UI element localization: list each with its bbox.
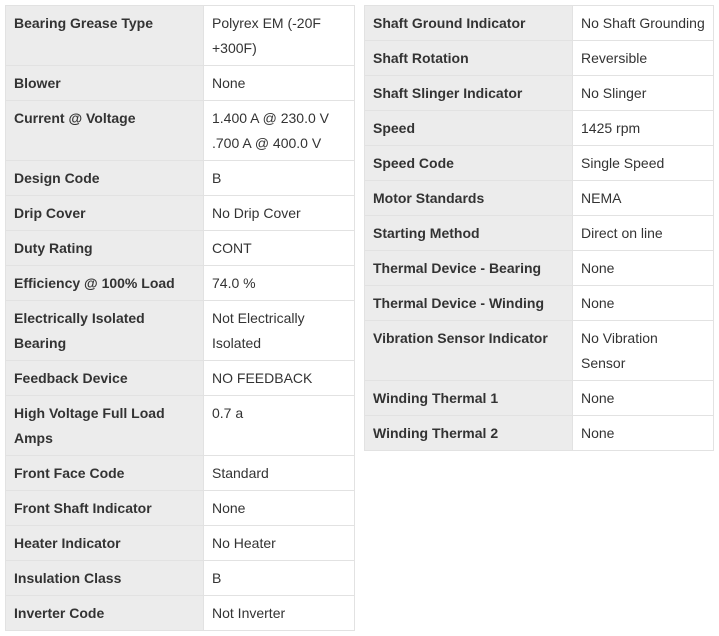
spec-value: 1425 rpm (573, 111, 714, 146)
spec-row (6, 396, 355, 456)
spec-value: None (573, 381, 714, 416)
spec-label: Starting Method (365, 216, 573, 251)
spec-value: None (573, 286, 714, 321)
spec-value: 74.0 % (204, 266, 355, 301)
spec-value: B (204, 561, 355, 596)
spec-row (365, 381, 714, 416)
spec-label: Motor Standards (365, 181, 573, 216)
spec-value: Direct on line (573, 216, 714, 251)
spec-row (6, 196, 355, 231)
spec-label: Duty Rating (6, 231, 204, 266)
spec-row (365, 76, 714, 111)
spec-row (6, 361, 355, 396)
spec-label: Drip Cover (6, 196, 204, 231)
spec-value: None (573, 251, 714, 286)
spec-label: Shaft Ground Indicator (365, 6, 573, 41)
spec-label: Design Code (6, 161, 204, 196)
spec-row (6, 301, 355, 361)
spec-row (365, 181, 714, 216)
spec-label: Bearing Grease Type (6, 6, 204, 66)
spec-value: No Heater (204, 526, 355, 561)
spec-value: Standard (204, 456, 355, 491)
spec-value: NEMA (573, 181, 714, 216)
spec-row (365, 216, 714, 251)
spec-value: Reversible (573, 41, 714, 76)
spec-label: Shaft Slinger Indicator (365, 76, 573, 111)
spec-row (6, 596, 355, 631)
spec-row (6, 526, 355, 561)
spec-label: Front Shaft Indicator (6, 491, 204, 526)
spec-label: Thermal Device - Winding (365, 286, 573, 321)
spec-row (365, 251, 714, 286)
spec-value: No Vibration Sensor (573, 321, 714, 381)
spec-label: Efficiency @ 100% Load (6, 266, 204, 301)
spec-row (6, 231, 355, 266)
spec-label: Electrically Isolated Bearing (6, 301, 204, 361)
spec-table-right (364, 5, 714, 451)
spec-label: Speed (365, 111, 573, 146)
spec-row (6, 456, 355, 491)
spec-label: Current @ Voltage (6, 101, 204, 161)
spec-value: 0.7 a (204, 396, 355, 456)
spec-row (365, 416, 714, 451)
spec-row (6, 266, 355, 301)
spec-value: None (204, 491, 355, 526)
spec-value: No Shaft Grounding (573, 6, 714, 41)
spec-value: No Drip Cover (204, 196, 355, 231)
spec-label: Insulation Class (6, 561, 204, 596)
spec-value: None (204, 66, 355, 101)
spec-value: B (204, 161, 355, 196)
spec-label: Heater Indicator (6, 526, 204, 561)
spec-row (365, 6, 714, 41)
spec-row (365, 146, 714, 181)
spec-value: Not Electrically Isolated (204, 301, 355, 361)
spec-value: No Slinger (573, 76, 714, 111)
spec-label: High Voltage Full Load Amps (6, 396, 204, 456)
spec-row (6, 6, 355, 66)
spec-row (365, 41, 714, 76)
spec-row (365, 286, 714, 321)
spec-value: None (573, 416, 714, 451)
spec-row (6, 491, 355, 526)
spec-row (6, 101, 355, 161)
spec-row (365, 321, 714, 381)
spec-label: Shaft Rotation (365, 41, 573, 76)
spec-label: Front Face Code (6, 456, 204, 491)
spec-label: Blower (6, 66, 204, 101)
spec-label: Feedback Device (6, 361, 204, 396)
spec-row (365, 111, 714, 146)
spec-label: Speed Code (365, 146, 573, 181)
spec-label: Thermal Device - Bearing (365, 251, 573, 286)
spec-row (6, 66, 355, 101)
spec-value: Single Speed (573, 146, 714, 181)
spec-value: 1.400 A @ 230.0 V .700 A @ 400.0 V (204, 101, 355, 161)
spec-value: CONT (204, 231, 355, 266)
spec-table-left (5, 5, 355, 631)
spec-value: Polyrex EM (-20F +300F) (204, 6, 355, 66)
spec-row (6, 161, 355, 196)
spec-value: NO FEEDBACK (204, 361, 355, 396)
spec-label: Inverter Code (6, 596, 204, 631)
spec-row (6, 561, 355, 596)
spec-value: Not Inverter (204, 596, 355, 631)
spec-label: Winding Thermal 2 (365, 416, 573, 451)
spec-label: Winding Thermal 1 (365, 381, 573, 416)
spec-label: Vibration Sensor Indicator (365, 321, 573, 381)
